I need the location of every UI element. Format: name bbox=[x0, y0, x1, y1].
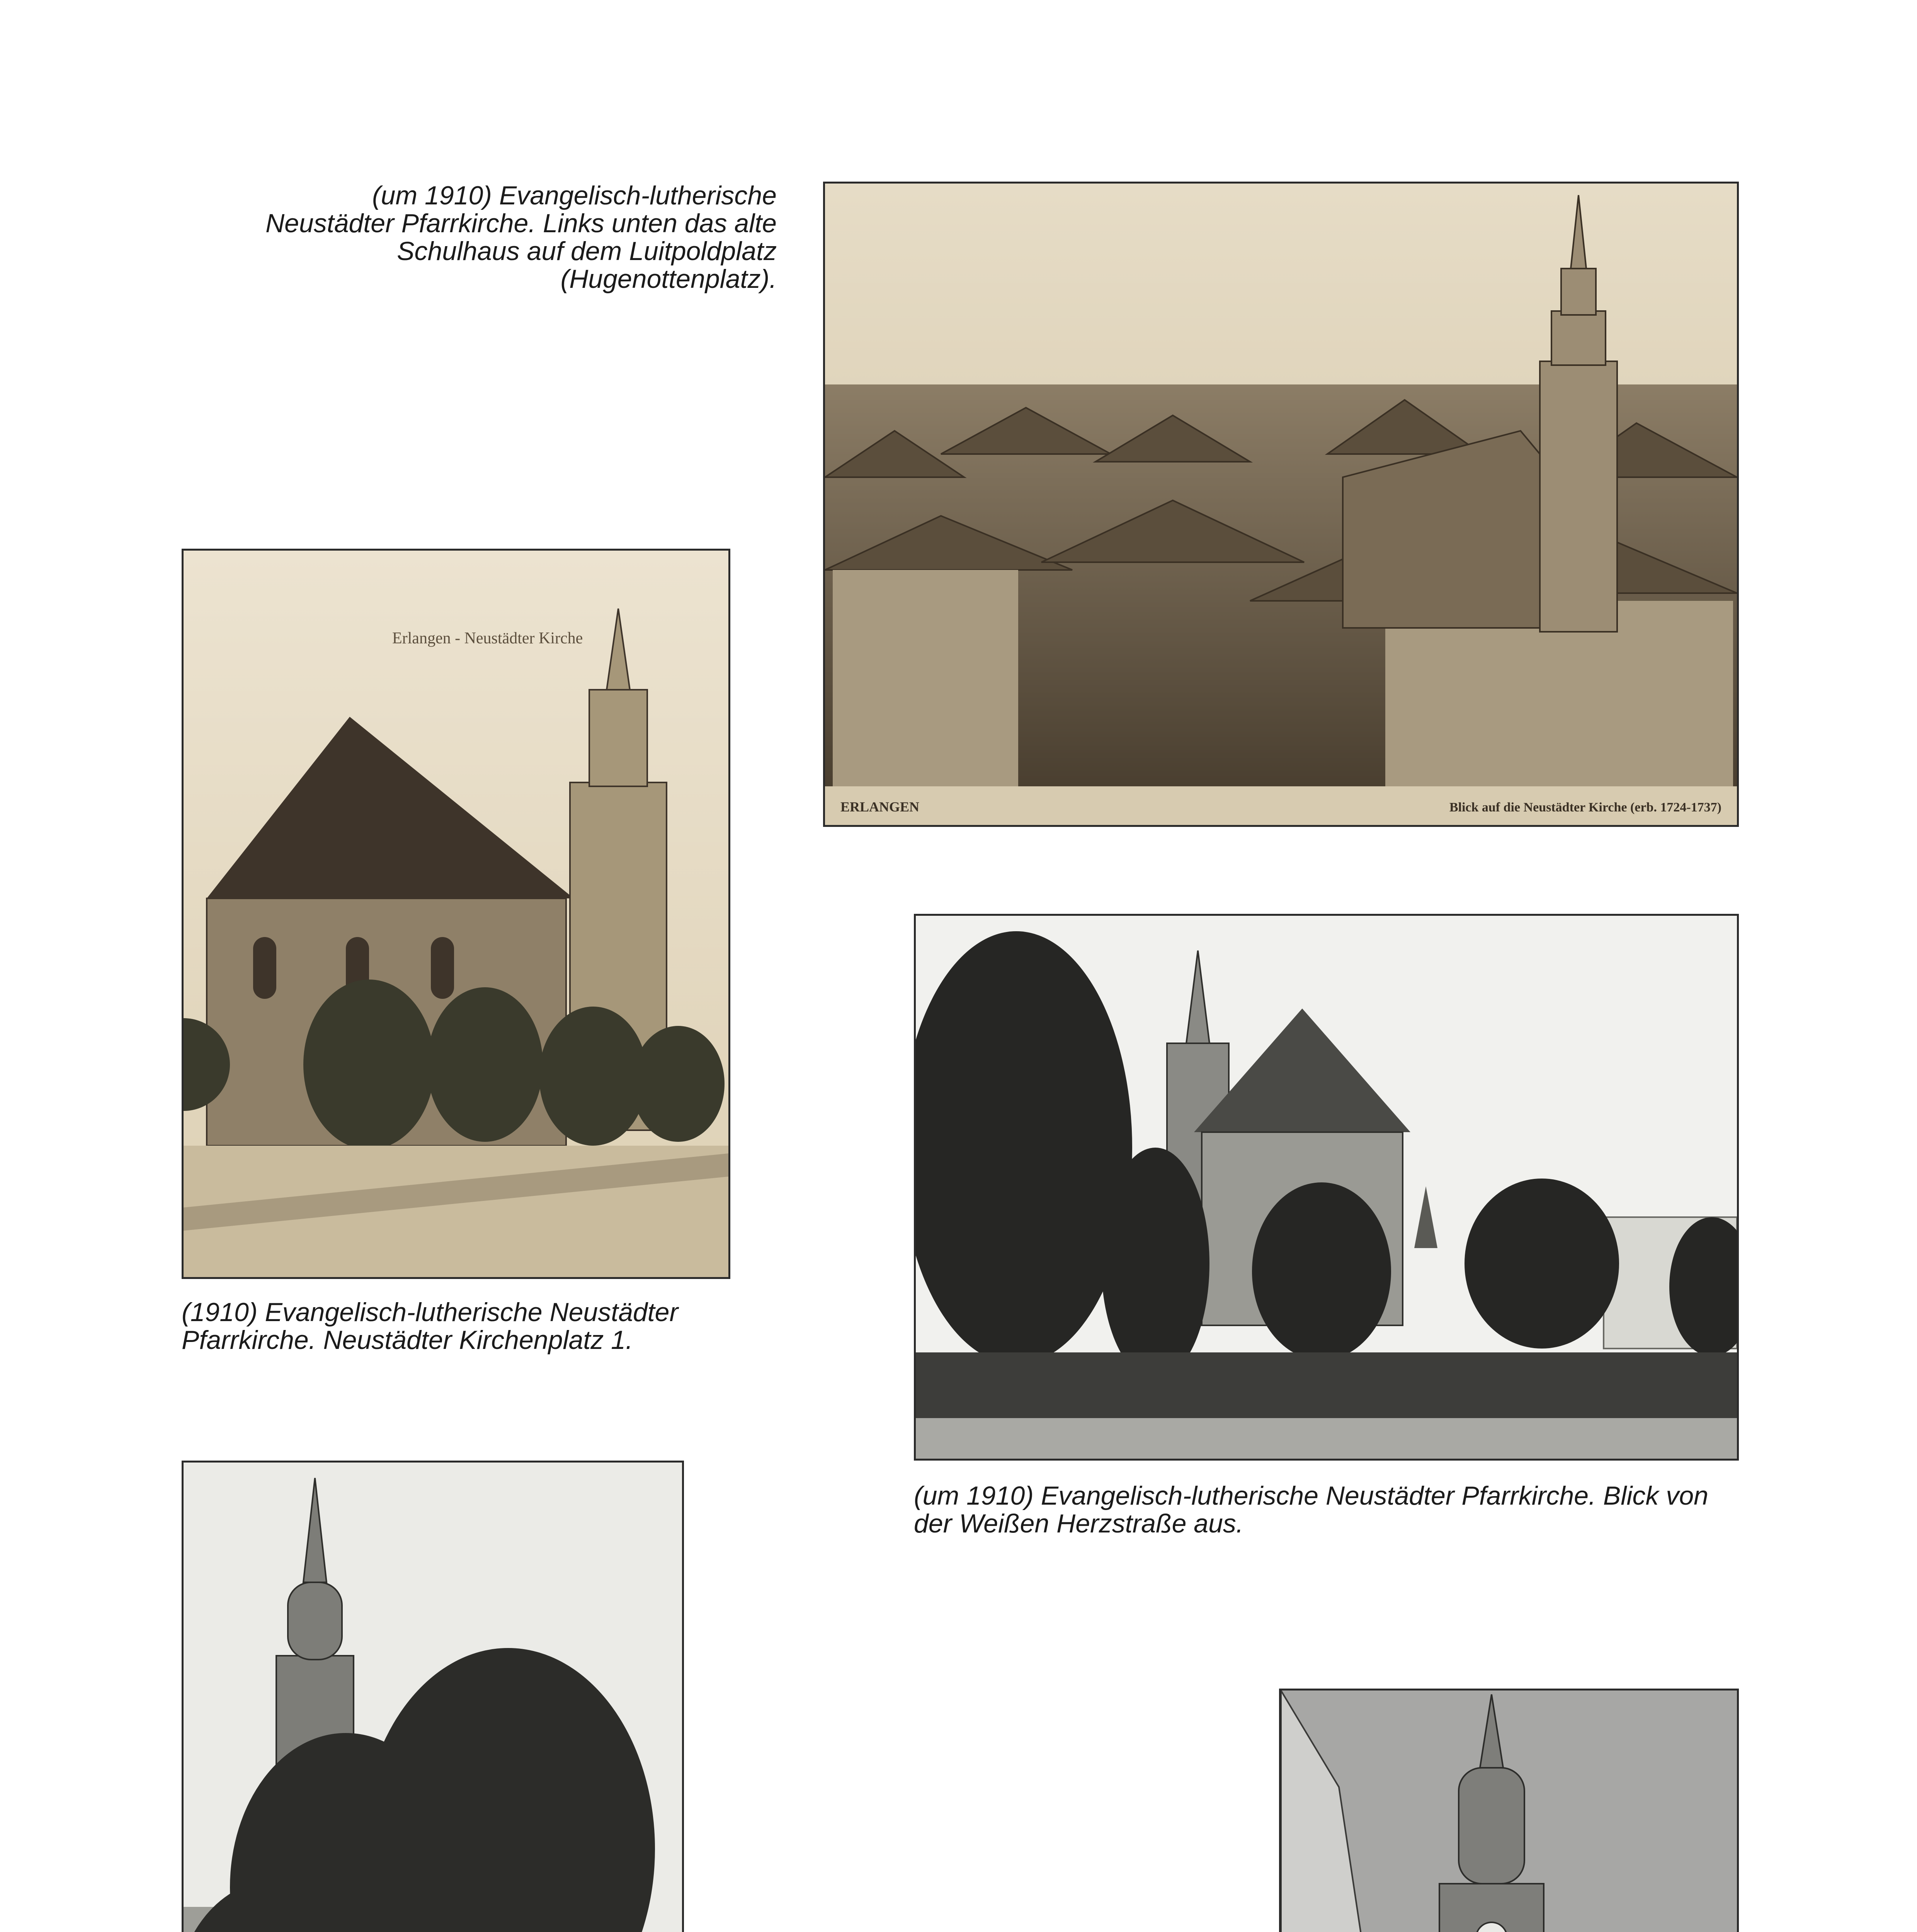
side-view-print-top: Erlangen - Neustädter Kirche bbox=[392, 629, 583, 647]
photo-weisse-herzstrasse bbox=[914, 914, 1739, 1461]
caption-panorama: (um 1910) Evangelisch-lutherische Neustädter Pfarrkirche. Links unten das alte Schulhaus auf dem Luitpoldplatz (Hugenottenplatz). bbox=[265, 181, 777, 294]
thirties-image bbox=[184, 1463, 682, 1932]
photo-side-view bbox=[182, 549, 730, 1279]
weisse-herzstrasse-image bbox=[916, 916, 1737, 1459]
photo-panorama bbox=[823, 182, 1739, 827]
panorama-image bbox=[825, 184, 1737, 825]
photo-thirties bbox=[182, 1461, 684, 1932]
caption-side-view: (1910) Evangelisch-lutherische Neustädter Pfarrkirche. Neustädter Kirchenplatz 1. bbox=[182, 1298, 679, 1355]
panorama-print-right: Blick auf die Neustädter Kirche (erb. 1724-1737) bbox=[1449, 800, 1721, 815]
kammererstrasse-image bbox=[1281, 1690, 1737, 1932]
side-view-image bbox=[184, 551, 728, 1277]
photo-kammererstrasse bbox=[1279, 1689, 1739, 1932]
panorama-print-left: ERLANGEN bbox=[840, 799, 920, 815]
caption-weisse-herzstrasse: (um 1910) Evangelisch-lutherische Neustädter Pfarrkirche. Blick von der Weißen Herzstraße aus. bbox=[914, 1481, 1709, 1538]
